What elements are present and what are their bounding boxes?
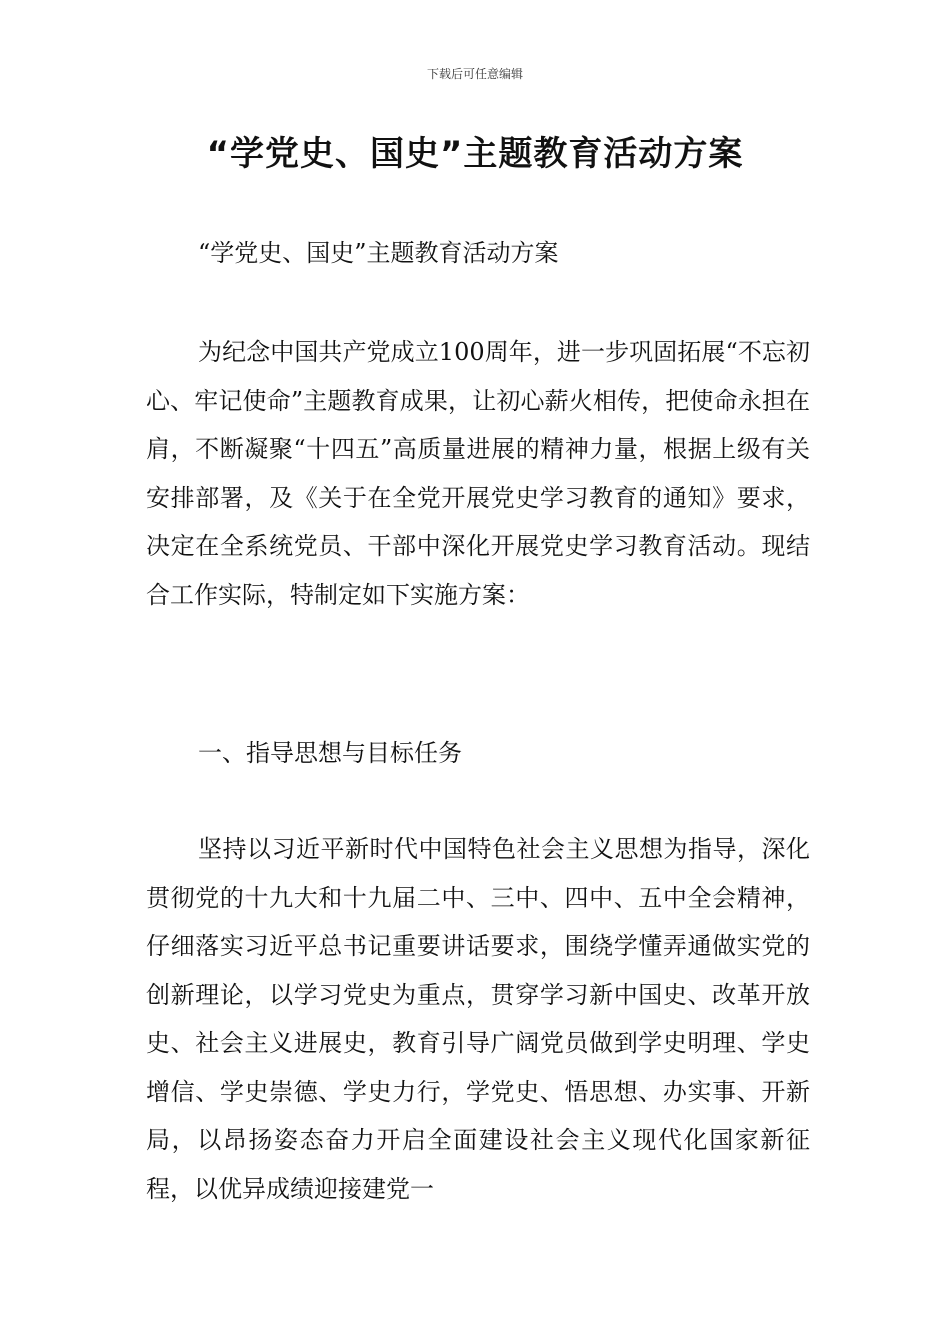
section-heading: 一、指导思想与目标任务 [198, 739, 462, 767]
document-subtitle: “学党史、国史”主题教育活动方案 [198, 239, 559, 267]
paragraph-intro: 为纪念中国共产党成立100周年，进一步巩固拓展“不忘初心、牢记使命”主题教育成果，让初心薪火相传，把使命永担在肩，不断凝聚“十四五”高质量进展的精神力量，根据上级有关安排部署，及《关于在全党开展党史学习教育的通知》要求，决定在全系统党员、干部中深化开展党史学习教育活动。现结合工作实际，特制定如下实施方案： [146, 338, 810, 609]
page-title: “学党史、国史”主题教育活动方案 [206, 134, 744, 174]
header-note: 下载后可任意编辑 [426, 67, 523, 81]
paragraph-guiding-thought: 坚持以习近平新时代中国特色社会主义思想为指导，深化贯彻党的十九大和十九届二中、三中、四中、五中全会精神，仔细落实习近平总书记重要讲话要求，围绕学懂弄通做实党的创新理论，以学习党史为重点，贯穿学习新中国史、改革开放史、社会主义进展史，教育引导广阔党员做到学史明理、学史增信、学史崇德、学史力行，学党史、悟思想、办实事、开新局，以昂扬姿态奋力开启全面建设社会主义现代化国家新征程，以优异成绩迎接建党一 [146, 835, 810, 1203]
